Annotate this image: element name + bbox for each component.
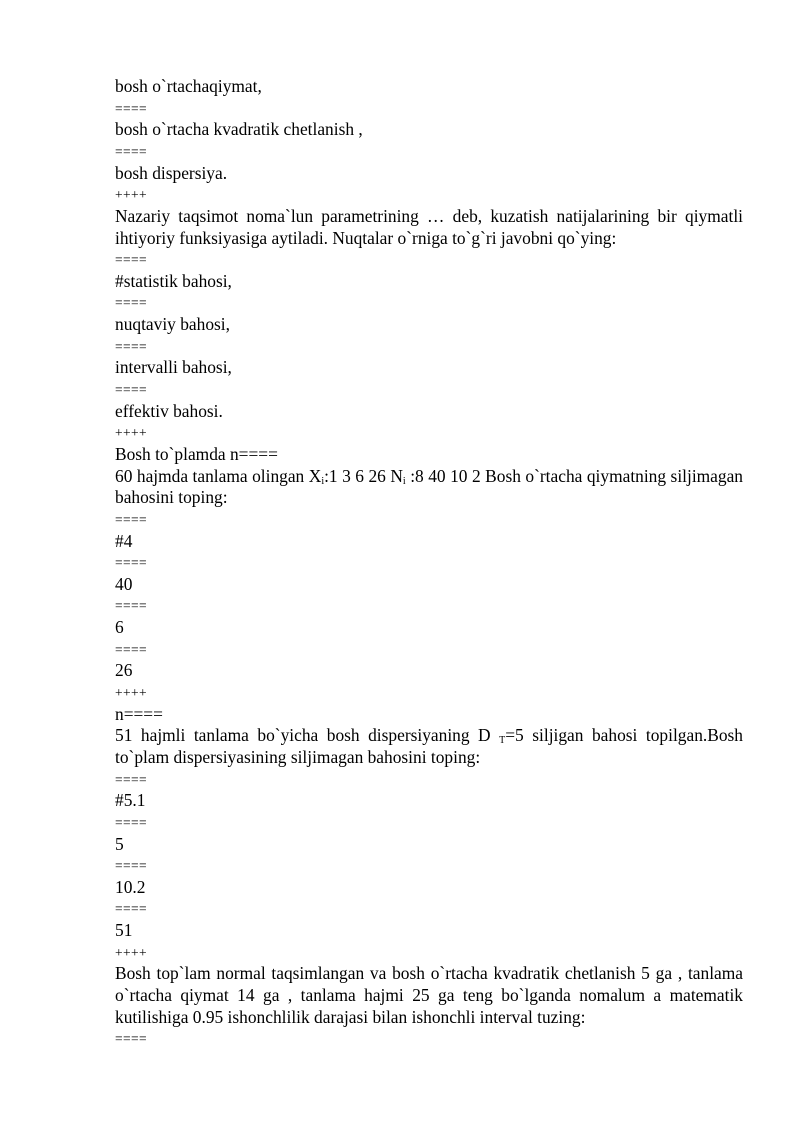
separator: ==== xyxy=(115,901,148,917)
option-text: 51 xyxy=(115,920,133,941)
question-text: 51 hajmli tanlama bo`yicha bosh dispersiyaning D $_T$=5 siljigan bahosi topilgan.Bosh to`plam dispersiyasining siljimagan bahosini toping: xyxy=(115,725,743,767)
option-text: nuqtaviy bahosi, xyxy=(115,314,230,335)
separator: ==== xyxy=(115,511,148,527)
correct-option-text: #statistik bahosi, xyxy=(115,270,232,291)
question-text: Bosh to`plamda n==== xyxy=(115,443,278,464)
separator: ==== xyxy=(115,858,148,874)
option-text: 6 xyxy=(115,617,124,638)
option-text: 10.2 xyxy=(115,876,146,897)
separator: ==== xyxy=(115,295,148,311)
separator: ==== xyxy=(115,641,148,657)
correct-option-text: #4 xyxy=(115,530,133,551)
question-text: 60 hajmda tanlama olingan $X_i:1$ 3 6 26 $N_i$ :8 40 10 2 Bosh o`rtacha qiymatning siljimagan bahosini toping: xyxy=(115,465,744,508)
question-separator: ++++ xyxy=(115,685,148,700)
question-text: Nazariy taqsimot noma`lun parametrining … deb, kuzatish natijalarining bir qiymatli ihtiyoriy funksiyasiga aytiladi. Nuqtalar o`rniga to`g`ri javobni qo`ying: xyxy=(115,205,743,248)
option-text: bosh o`rtachaqiymat, xyxy=(115,76,262,96)
separator: ==== xyxy=(115,100,148,116)
option-text: 5 xyxy=(115,833,124,854)
correct-option-text: #5.1 xyxy=(115,790,146,811)
question-text: Bosh top`lam normal taqsimlangan va bosh o`rtacha kvadratik chetlanish 5 ga , tanlama o`rtacha qiymat 14 ga , tanlama hajmi 25 ga teng bo`lganda nomalum a matematik kutilishiga 0.95 ishonchlilik darajasi bilan ishonchli interval tuzing: xyxy=(115,963,743,1027)
option-text: 26 xyxy=(115,660,133,681)
option-text: bosh dispersiya. xyxy=(115,162,228,183)
document-body xyxy=(115,76,743,1050)
question-separator: ++++ xyxy=(115,187,148,203)
question-separator: ++++ xyxy=(115,425,148,441)
question-separator: ++++ xyxy=(115,944,148,960)
separator: ==== xyxy=(115,252,148,268)
option-text: effektiv bahosi. xyxy=(115,400,223,421)
option-text: bosh o`rtacha kvadratik chetlanish , xyxy=(115,119,363,140)
separator: ==== xyxy=(115,771,148,787)
option-text: 40 xyxy=(115,573,133,594)
separator: ==== xyxy=(115,1031,148,1047)
separator: ==== xyxy=(115,598,148,614)
option-text: intervalli bahosi, xyxy=(115,357,232,378)
separator: ==== xyxy=(115,382,148,397)
separator: ==== xyxy=(115,338,148,354)
question-text: n==== xyxy=(115,703,163,724)
separator: ==== xyxy=(115,814,148,830)
separator: ==== xyxy=(115,555,148,571)
separator: ==== xyxy=(115,143,148,159)
